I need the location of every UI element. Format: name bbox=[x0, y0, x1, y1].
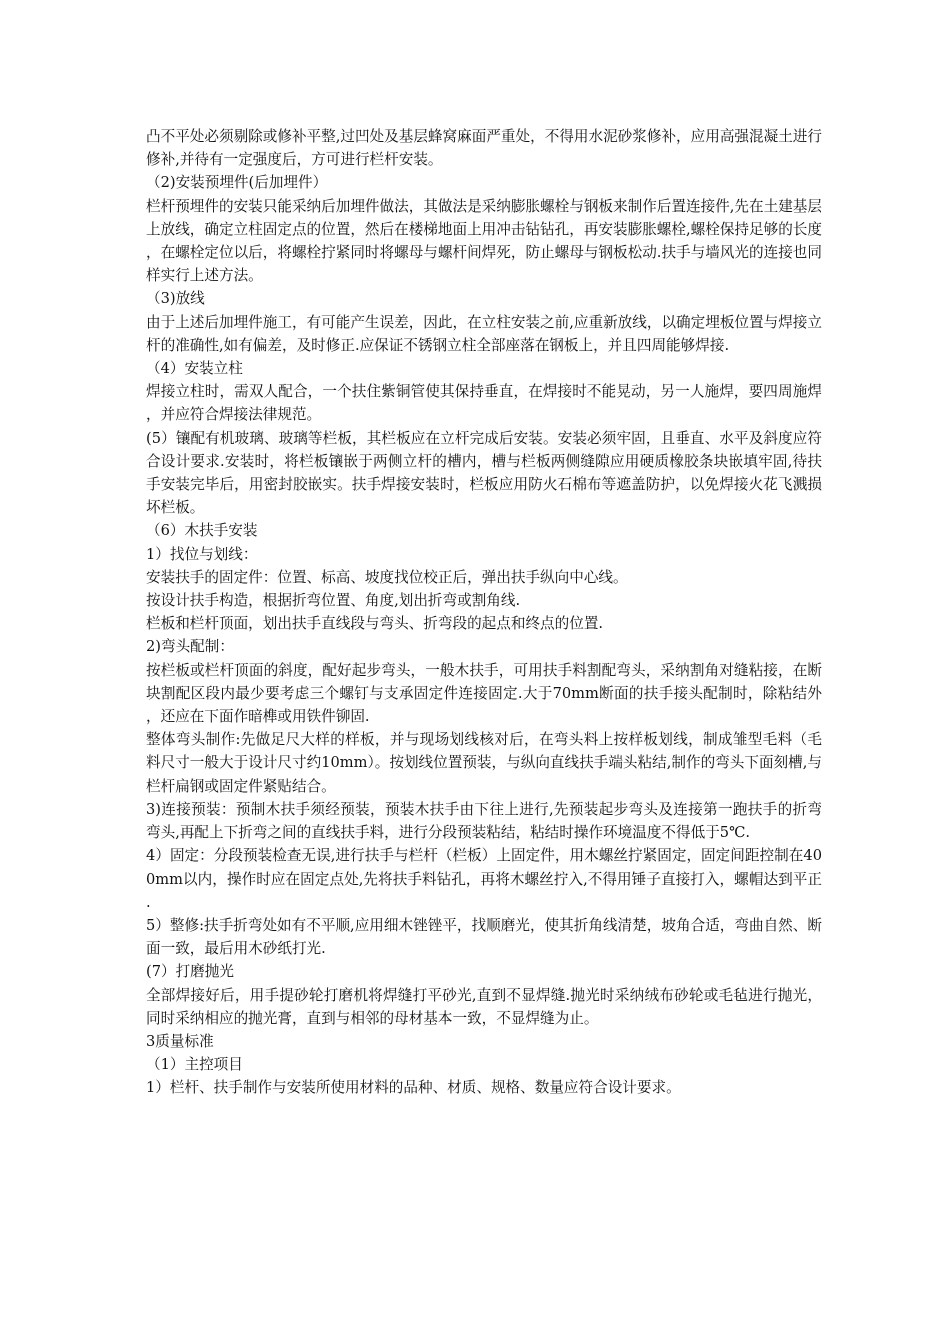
paragraph-surface-repair: 凸不平处必须剔除或修补平整,过凹处及基层蜂窝麻面严重处，不得用水泥砂浆修补，应用高强混凝土进行修补,并待有一定强度后，方可进行栏杆安装。 bbox=[146, 128, 822, 169]
paragraph-polishing: 全部焊接好后，用手提砂轮打磨机将焊缝打平砂光,直到不显焊缝.抛光时采纳绒布砂轮或毛毡进行抛光，同时采纳相应的抛光膏，直到与相邻的母材基本一致，不显焊缝为止。 bbox=[146, 986, 822, 1027]
paragraph-finishing: 5）整修:扶手折弯处如有不平顺,应用细木锉锉平，找顺磨光，使其折角线清楚，坡角合适，弯曲自然、断面一致，最后用木砂纸打光. bbox=[146, 916, 822, 958]
paragraph-fixing: 4）固定：分段预装检查无误,进行扶手与栏杆（栏板）上固定件，用木螺丝拧紧固定，固定间距控制在400mm以内，操作时应在固定点处,先将扶手料钻孔，再将木螺丝拧入,不得用锤子直接打入，螺帽达到平正. bbox=[146, 847, 822, 911]
paragraph-glass-panels: (5）镶配有机玻璃、玻璃等栏板，其栏板应在立杆完成后安装。安装必须牢固，且垂直、水平及斜度应符合设计要求.安装时，将栏板镶嵌于两侧立杆的槽内，槽与栏板两侧缝隙应用硬质橡胶条块嵌填牢固,待扶手安装完毕后，用密封胶嵌实。扶手焊接安装时，栏板应用防火石棉布等遮盖防护，以免焊接火花飞溅损坏栏板。 bbox=[146, 429, 822, 517]
heading-main-control-items: （1）主控项目 bbox=[146, 1056, 243, 1074]
heading-elbow-fabrication: 2)弯头配制： bbox=[146, 638, 234, 656]
paragraph-integral-elbow: 整体弯头制作:先做足尺大样的样板，并与现场划线核对后，在弯头料上按样板划线，制成雏型毛料（毛料尺寸一般大于设计尺寸约10mm）。按划线位置预装，与纵向直线扶手端头粘结,制作的弯头下面刻槽,与栏杆扁钢或固定件紧贴结合。 bbox=[146, 731, 822, 795]
paragraph-straight-segments: 栏板和栏杆顶面，划出扶手直线段与弯头、折弯段的起点和终点的位置. bbox=[146, 615, 604, 633]
paragraph-setting-out: 由于上述后加埋件施工，有可能产生误差，因此，在立柱安装之前,应重新放线，以确定埋板位置与焊接立杆的准确性,如有偏差，及时修正.应保证不锈钢立柱全部座落在钢板上，并且四周能够焊接. bbox=[146, 313, 822, 354]
paragraph-elbow-fabrication: 按栏板或栏杆顶面的斜度，配好起步弯头，一般木扶手，可用扶手料割配弯头，采纳割角对缝粘接，在断块割配区段内最少要考虑三个螺钉与支承固定件连接固定.大于70mm断面的扶手接头配制时，除粘结外，还应在下面作暗榫或用铁件铆固. bbox=[146, 661, 822, 726]
heading-setting-out: （3)放线 bbox=[146, 290, 205, 308]
document-body bbox=[146, 125, 822, 1100]
heading-wood-handrail: （6）木扶手安装 bbox=[146, 522, 258, 540]
heading-install-posts: （4）安装立柱 bbox=[146, 360, 243, 378]
heading-positioning-marking: 1）找位与划线： bbox=[146, 545, 258, 563]
heading-polishing: (7）打磨抛光 bbox=[146, 963, 234, 981]
paragraph-preassembly: 3)连接预装：预制木扶手须经预装，预装木扶手由下往上进行,先预装起步弯头及连接第一跑扶手的折弯弯头,再配上下折弯之间的直线扶手料，进行分段预装粘结，粘结时操作环境温度不得低于5℃. bbox=[146, 800, 822, 842]
paragraph-bend-lines: 按设计扶手构造，根据折弯位置、角度,划出折弯或割角线. bbox=[146, 592, 521, 610]
heading-install-embedded-parts: （2)安装预埋件(后加埋件） bbox=[146, 174, 328, 192]
paragraph-material-requirements: 1）栏杆、扶手制作与安装所使用材料的品种、材质、规格、数量应符合设计要求。 bbox=[146, 1079, 681, 1097]
paragraph-fixings: 安装扶手的固定件：位置、标高、坡度找位校正后，弹出扶手纵向中心线。 bbox=[146, 568, 628, 586]
heading-quality-standards: 3质量标准 bbox=[146, 1032, 214, 1050]
paragraph-embedded-parts: 栏杆预埋件的安装只能采纳后加埋件做法，其做法是采纳膨胀螺栓与钢板来制作后置连接件,先在土建基层上放线，确定立柱固定点的位置，然后在楼梯地面上用冲击钻钻孔，再安装膨胀螺栓,螺栓保持足够的长度，在螺栓定位以后，将螺栓拧紧同时将螺母与螺杆间焊死，防止螺母与钢板松动.扶手与墙风光的连接也同样实行上述方法。 bbox=[146, 197, 822, 285]
paragraph-welding-posts: 焊接立柱时，需双人配合，一个扶住紫铜管使其保持垂直，在焊接时不能晃动，另一人施焊，要四周施焊，并应符合焊接法律规范。 bbox=[146, 383, 822, 424]
